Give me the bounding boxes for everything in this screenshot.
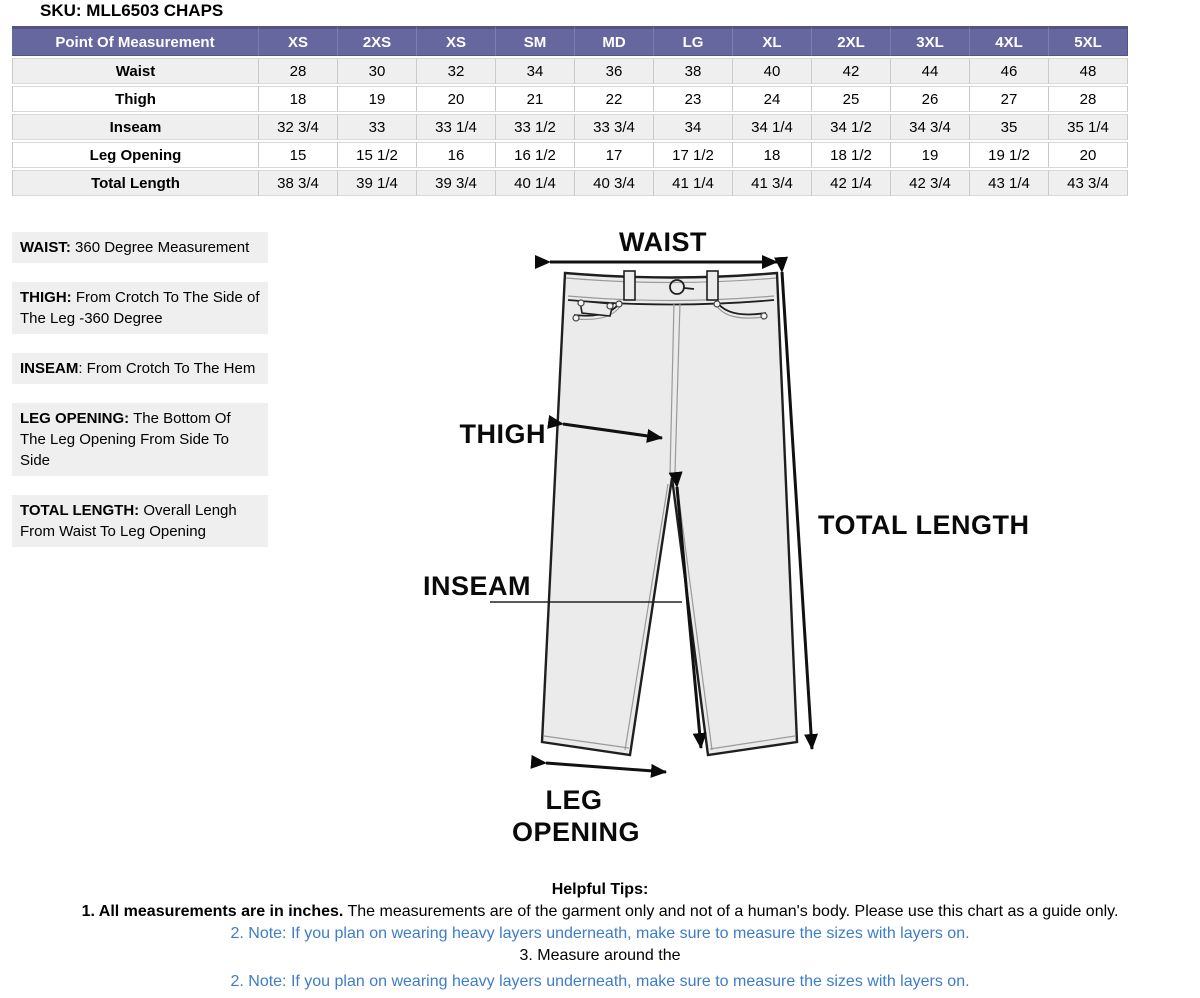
size-value-cell: 27 (970, 86, 1049, 112)
size-value-cell: 17 1/2 (654, 142, 733, 168)
definition-term: TOTAL LENGTH: (20, 502, 140, 519)
definition-term: LEG OPENING: (20, 410, 130, 427)
size-value-cell: 42 1/4 (812, 170, 891, 196)
size-value-cell: 40 (733, 58, 812, 84)
col-header-size: 3XL (891, 26, 970, 56)
size-value-cell: 19 (338, 86, 417, 112)
rivet (714, 301, 720, 307)
rivet (578, 300, 584, 306)
definition-text: Overall Lengh From Waist To Leg Opening (20, 502, 237, 540)
table-row (12, 142, 1128, 168)
size-value-cell: 19 (891, 142, 970, 168)
col-header-size: XL (733, 26, 812, 56)
size-value-cell: 42 (812, 58, 891, 84)
size-value-cell: 34 3/4 (891, 114, 970, 140)
size-value-cell: 41 1/4 (654, 170, 733, 196)
size-value-cell: 44 (891, 58, 970, 84)
rivet (607, 303, 613, 309)
size-value-cell: 43 3/4 (1049, 170, 1128, 196)
row-label: Leg Opening (12, 142, 259, 168)
size-value-cell: 38 (654, 58, 733, 84)
size-value-cell: 24 (733, 86, 812, 112)
belt-loop-right (707, 271, 718, 300)
leg-opening-label-line2: OPENING (511, 817, 641, 847)
size-value-cell: 28 (1049, 86, 1128, 112)
size-chart-table (12, 24, 1128, 198)
size-chart-table-wrap (12, 24, 1128, 198)
size-value-cell: 19 1/2 (970, 142, 1049, 168)
size-value-cell: 39 3/4 (417, 170, 496, 196)
definition-leg-opening (12, 403, 268, 476)
size-value-cell: 34 1/4 (733, 114, 812, 140)
size-table-header-row (12, 26, 1128, 56)
size-value-cell: 30 (338, 58, 417, 84)
definition-term: WAIST: (20, 239, 71, 256)
col-header-size: XS (259, 26, 338, 56)
size-value-cell: 40 1/4 (496, 170, 575, 196)
row-label: Total Length (12, 170, 259, 196)
size-value-cell: 33 3/4 (575, 114, 654, 140)
size-value-cell: 33 1/2 (496, 114, 575, 140)
tip-1-rest: The measurements are of the garment only and not of a human's body. Please use this chart as a guide only. (343, 903, 1119, 920)
pants-measurement-diagram (280, 225, 1060, 875)
size-value-cell: 26 (891, 86, 970, 112)
col-header-point-of-measurement: Point Of Measurement (12, 26, 259, 56)
col-header-size: 2XL (812, 26, 891, 56)
tip-4: 2. Note: If you plan on wearing heavy layers underneath, make sure to measure the sizes with layers on. (230, 973, 970, 990)
size-value-cell: 33 1/4 (417, 114, 496, 140)
definition-inseam (12, 353, 268, 384)
size-value-cell: 40 3/4 (575, 170, 654, 196)
size-value-cell: 43 1/4 (970, 170, 1049, 196)
table-row (12, 114, 1128, 140)
total-length-label: TOTAL LENGTH (818, 510, 1030, 540)
size-value-cell: 15 (259, 142, 338, 168)
size-value-cell: 32 3/4 (259, 114, 338, 140)
tip-1-bold: 1. All measurements are in inches. (81, 903, 344, 920)
size-value-cell: 36 (575, 58, 654, 84)
size-value-cell: 28 (259, 58, 338, 84)
size-value-cell: 46 (970, 58, 1049, 84)
row-label: Inseam (12, 114, 259, 140)
definition-text: : From Crotch To The Hem (78, 360, 256, 377)
col-header-size: 4XL (970, 26, 1049, 56)
definition-text: The Bottom Of The Leg Opening From Side To Side (20, 410, 231, 469)
row-label: Waist (12, 58, 259, 84)
size-value-cell: 34 1/2 (812, 114, 891, 140)
size-value-cell: 18 (733, 142, 812, 168)
definition-thigh (12, 282, 268, 334)
size-value-cell: 21 (496, 86, 575, 112)
definition-term: THIGH: (20, 289, 72, 306)
button-tail (684, 288, 694, 289)
rivet (616, 301, 622, 307)
sku-title: SKU: MLL6503 CHAPS (40, 1, 224, 20)
size-value-cell: 17 (575, 142, 654, 168)
table-row (12, 58, 1128, 84)
size-value-cell: 33 (338, 114, 417, 140)
definition-text: From Crotch To The Side of The Leg -360 Degree (20, 289, 260, 327)
belt-loop-left (624, 271, 635, 300)
definition-text: 360 Degree Measurement (70, 239, 250, 256)
col-header-size: MD (575, 26, 654, 56)
size-value-cell: 16 (417, 142, 496, 168)
tips-heading: Helpful Tips: (551, 881, 649, 898)
definition-waist (12, 232, 268, 263)
table-row (12, 170, 1128, 196)
definition-term: INSEAM (20, 360, 79, 377)
col-header-size: XS (417, 26, 496, 56)
size-value-cell: 42 3/4 (891, 170, 970, 196)
size-value-cell: 20 (1049, 142, 1128, 168)
size-value-cell: 16 1/2 (496, 142, 575, 168)
col-header-size: LG (654, 26, 733, 56)
table-row (12, 86, 1128, 112)
col-header-size: 5XL (1049, 26, 1128, 56)
helpful-tips (0, 878, 1200, 993)
size-table-body (12, 58, 1128, 196)
leg-opening-label-line1: LEG (545, 785, 603, 815)
size-value-cell: 15 1/2 (338, 142, 417, 168)
measurement-definitions (12, 232, 268, 566)
size-value-cell: 32 (417, 58, 496, 84)
inseam-label: INSEAM (423, 571, 532, 601)
size-value-cell: 34 (654, 114, 733, 140)
pants-outline (542, 273, 797, 755)
leg-opening-arrow (546, 763, 666, 772)
size-value-cell: 41 3/4 (733, 170, 812, 196)
size-value-cell: 20 (417, 86, 496, 112)
size-value-cell: 23 (654, 86, 733, 112)
size-value-cell: 38 3/4 (259, 170, 338, 196)
size-value-cell: 25 (812, 86, 891, 112)
col-header-size: SM (496, 26, 575, 56)
size-value-cell: 18 1/2 (812, 142, 891, 168)
size-value-cell: 35 1/4 (1049, 114, 1128, 140)
rivet (761, 313, 767, 319)
tip-3: 3. Measure around the (519, 947, 681, 964)
tip-1 (0, 901, 1200, 922)
tip-2: 2. Note: If you plan on wearing heavy layers underneath, make sure to measure the sizes with layers on. (230, 925, 970, 942)
definition-total-length (12, 495, 268, 547)
pants-diagram-svg (280, 225, 1060, 875)
row-label: Thigh (12, 86, 259, 112)
size-value-cell: 18 (259, 86, 338, 112)
waist-label: WAIST (619, 227, 707, 257)
col-header-size: 2XS (338, 26, 417, 56)
rivet (573, 315, 579, 321)
thigh-label: THIGH (459, 419, 546, 449)
size-value-cell: 39 1/4 (338, 170, 417, 196)
size-value-cell: 48 (1049, 58, 1128, 84)
size-value-cell: 22 (575, 86, 654, 112)
size-value-cell: 35 (970, 114, 1049, 140)
size-value-cell: 34 (496, 58, 575, 84)
